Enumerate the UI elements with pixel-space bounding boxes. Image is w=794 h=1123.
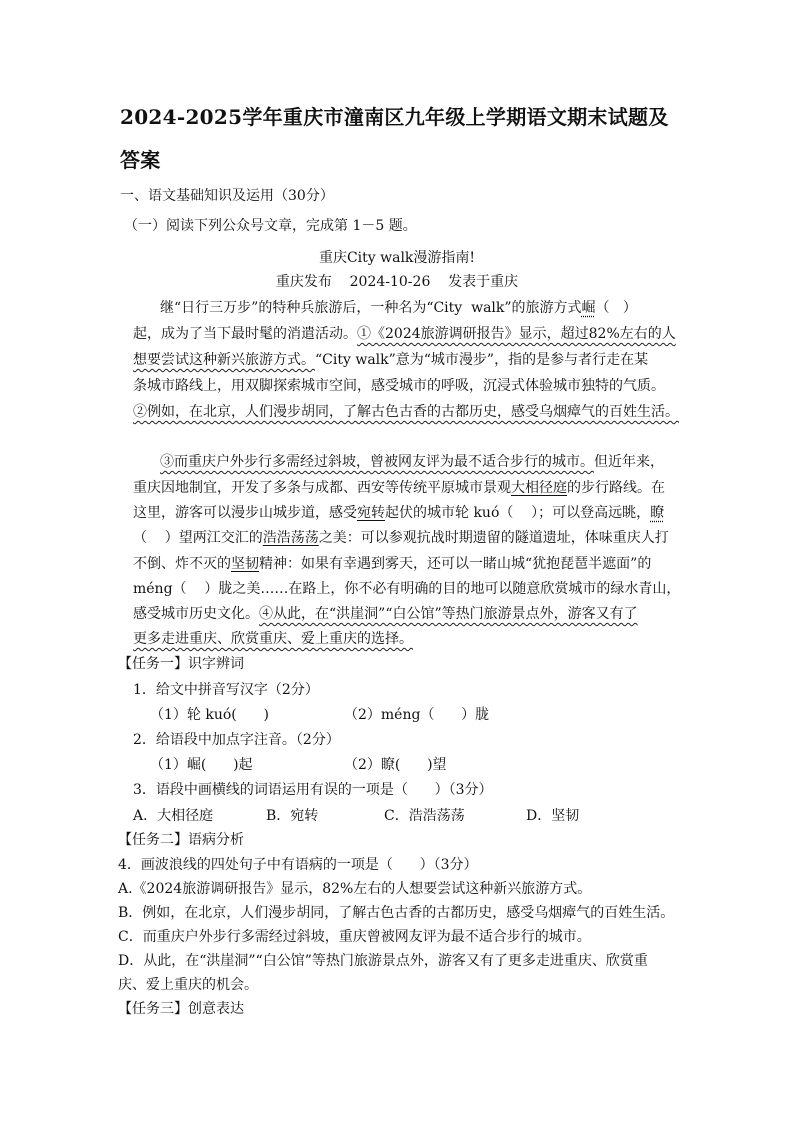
question-1-part2: （2）méng（ ）胧 [344, 707, 490, 723]
question-2-part2: （2）瞭( )望 [344, 757, 447, 773]
question-4-option-d-line2: 庆、爱上重庆的机会。 [118, 977, 258, 993]
question-4-option-a: A.《2024旅游调研报告》显示，82%左右的人想要尝试这种新兴旅游方式。 [118, 881, 592, 897]
p2-line1: ③而重庆户外步行多需经过斜坡，曾被网友评为最不适合步行的城市。但近年来， [160, 454, 664, 470]
question-3-option-a: A．大相径庭 [133, 808, 214, 824]
question-1-part1: （1）轮 kuó( ) [150, 707, 269, 723]
task1-heading: 【任务一】识字辨词 [118, 656, 244, 672]
p1-line2: 起，成为了当下最时髦的消遣活动。①《2024旅游调研报告》显示，超过82%左右的人 [133, 326, 676, 342]
p2-line8: 更多走进重庆、欣赏重庆、爱上重庆的选择。 [133, 631, 413, 647]
doc-title-line2: 答案 [120, 148, 161, 172]
task3-heading: 【任务三】创意表达 [118, 1001, 244, 1017]
question-2-part1: （1）崛( )起 [150, 757, 253, 773]
question-3-option-b: B．宛转 [266, 808, 319, 824]
p2-line7: 感受城市历史文化。④从此，在“洪崖洞”“白公馆”等热门旅游景点外，游客又有了 [133, 606, 638, 622]
question-3-option-d: D．坚韧 [526, 808, 580, 824]
question-2: 2．给语段中加点字注音。（2分） [133, 732, 340, 748]
question-3-option-c: C．浩浩荡荡 [384, 808, 465, 824]
task2-heading: 【任务二】语病分析 [118, 832, 244, 848]
p2-line4: （ ）望两江交汇的浩浩荡荡之美：可以参观抗战时期遗留的隧道遗址，体味重庆人打 [133, 530, 669, 546]
question-1: 1．给文中拼音写汉字（2分） [133, 682, 319, 698]
p2-line2: 重庆因地制宜，开发了多条与成都、西安等传统平原城市景观大相径庭的步行路线。在 [133, 480, 665, 496]
article-byline: 重庆发布 2024-10-26 发表于重庆 [275, 274, 519, 290]
doc-title-line1: 2024-2025学年重庆市潼南区九年级上学期语文期末试题及 [120, 105, 669, 129]
question-4-option-b: B．例如，在北京，人们漫步胡同，了解古色古香的古都历史，感受乌烟瘴气的百姓生活。 [118, 905, 675, 921]
p1-line3: 想要尝试这种新兴旅游方式。“City walk”意为“城市漫步”，指的是参与者行走在某 [133, 352, 649, 368]
p1-line5: ②例如，在北京，人们漫步胡同，了解古色古香的古都历史，感受乌烟瘴气的百姓生活。 [133, 404, 679, 420]
p2-line6: méng（ ）胧之美……在路上，你不必有明确的目的地可以随意欣赏城市的绿水青山， [133, 581, 681, 597]
p1-line1: 继“日行三万步”的特种兵旅游后，一种名为“City walk”的旅游方式崛（ ） [160, 300, 637, 316]
p2-line3: 这里，游客可以漫步山城步道，感受宛转起伏的城市轮 kuó（ ）；可以登高远眺，瞭 [133, 505, 665, 521]
section-heading: 一、语文基础知识及运用（30分） [120, 188, 334, 204]
reading-intro: （一）阅读下列公众号文章，完成第 1－5 题。 [124, 218, 417, 234]
question-4-option-d-line1: D．从此，在“洪崖洞”“白公馆”等热门旅游景点外，游客又有了更多走进重庆、欣赏重 [118, 953, 648, 969]
question-4-option-c: C．而重庆户外步行多需经过斜坡，重庆曾被网友评为最不适合步行的城市。 [118, 929, 591, 945]
question-4: 4．画波浪线的四处句子中有语病的一项是（ ）（3分） [118, 857, 478, 873]
article-title: 重庆City walk漫游指南! [318, 250, 476, 266]
question-3: 3．语段中画横线的词语运用有误的一项是（ ）（3分） [133, 782, 493, 798]
p2-line5: 不倒、炸不灭的坚韧精神：如果有幸遇到雾天，还可以一睹山城“犹抱琵琶半遮面”的 [133, 556, 652, 572]
p1-line4: 条城市路线上，用双脚探索城市空间，感受城市的呼吸，沉浸式体验城市独特的气质。 [133, 378, 665, 394]
